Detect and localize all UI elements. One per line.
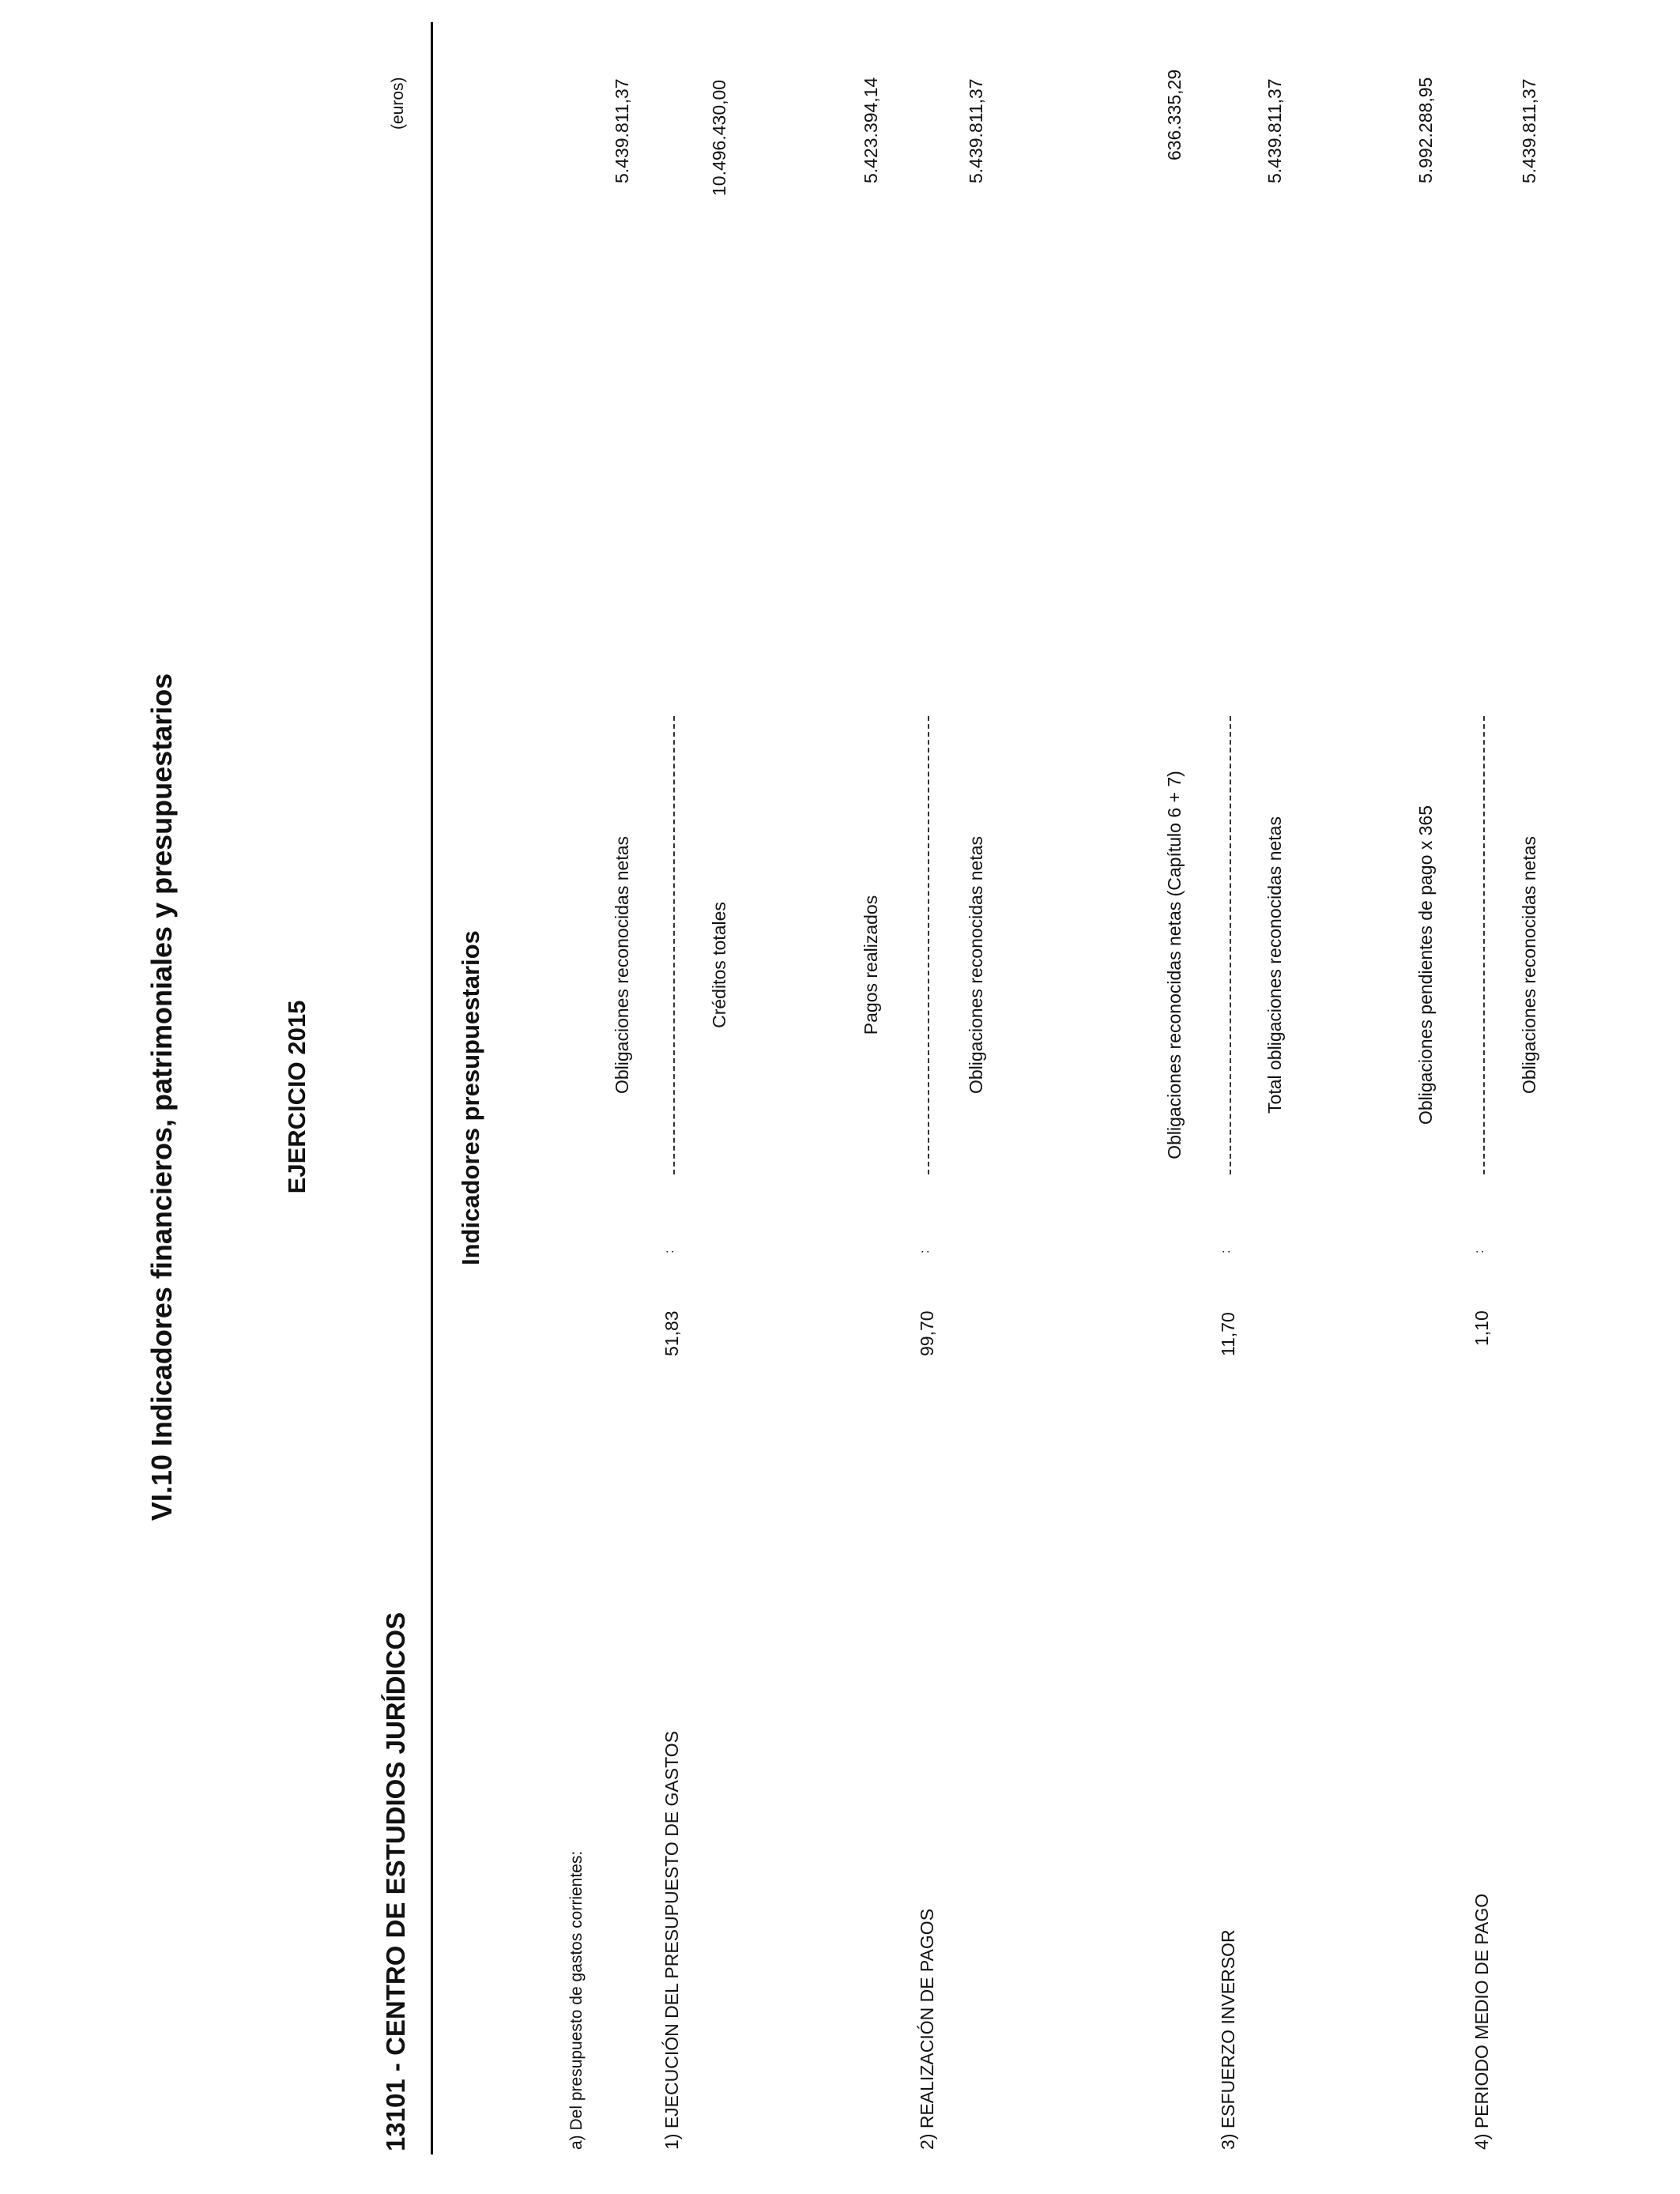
denominator-label: Obligaciones reconocidas netas — [1519, 835, 1539, 1095]
indicator-value: 11,70 — [1218, 1312, 1238, 1356]
numerator-label: Pagos realizados — [861, 895, 881, 1035]
indicator-name: 1) EJECUCIÓN DEL PRESUPUESTO DE GASTOS — [661, 1731, 682, 2150]
numerator-label: Obligaciones reconocidas netas (Capítulo 6 + 7) — [1164, 771, 1185, 1159]
numerator-amount: 5.439.811,37 — [612, 78, 632, 183]
fraction-line — [1230, 716, 1231, 1174]
indicator-colon: : — [1473, 1250, 1486, 1253]
denominator-label: Obligaciones reconocidas netas — [966, 835, 986, 1095]
fraction-line — [928, 716, 929, 1174]
denominator-amount: 10.496.430,00 — [709, 79, 729, 196]
denominator-label: Total obligaciones reconocidas netas — [1264, 816, 1285, 1114]
indicator-colon: : — [663, 1250, 676, 1253]
numerator-amount: 5.423.394,14 — [861, 77, 881, 183]
indicator-colon: : — [918, 1250, 932, 1253]
numerator-amount: 636.335,29 — [1164, 69, 1185, 160]
denominator-amount: 5.439.811,37 — [1519, 78, 1539, 183]
report-title: VI.10 Indicadores financieros, patrimoniales y presupuestarios — [145, 673, 178, 1521]
indicator-value: 51,83 — [661, 1310, 682, 1356]
indicator-name: 3) ESFUERZO INVERSOR — [1218, 1929, 1238, 2150]
indicator-name: 2) REALIZACIÓN DE PAGOS — [917, 1908, 937, 2150]
indicator-value: 1,10 — [1471, 1310, 1492, 1346]
fraction-line — [1483, 716, 1485, 1174]
indicator-value: 99,70 — [917, 1310, 937, 1356]
denominator-amount: 5.439.811,37 — [1264, 78, 1285, 183]
group-label: a) Del presupuesto de gastos corrientes: — [567, 1850, 586, 2150]
entity-name: 13101 - CENTRO DE ESTUDIOS JURÍDICOS — [381, 1612, 410, 2151]
indicator-colon: : — [1219, 1250, 1233, 1253]
currency-note: (euros) — [389, 77, 407, 130]
fraction-line — [673, 716, 675, 1174]
numerator-label: Obligaciones pendientes de pago x 365 — [1415, 805, 1436, 1125]
header-divider — [431, 22, 433, 2154]
denominator-amount: 5.439.811,37 — [966, 78, 986, 183]
section-title: Indicadores presupuestarios — [457, 930, 484, 1265]
exercise-year: EJERCICIO 2015 — [283, 1000, 311, 1194]
numerator-amount: 5.992.288,95 — [1415, 77, 1436, 183]
numerator-label: Obligaciones reconocidas netas — [612, 835, 632, 1095]
denominator-label: Créditos totales — [709, 902, 729, 1028]
indicator-name: 4) PERIODO MEDIO DE PAGO — [1471, 1893, 1492, 2150]
